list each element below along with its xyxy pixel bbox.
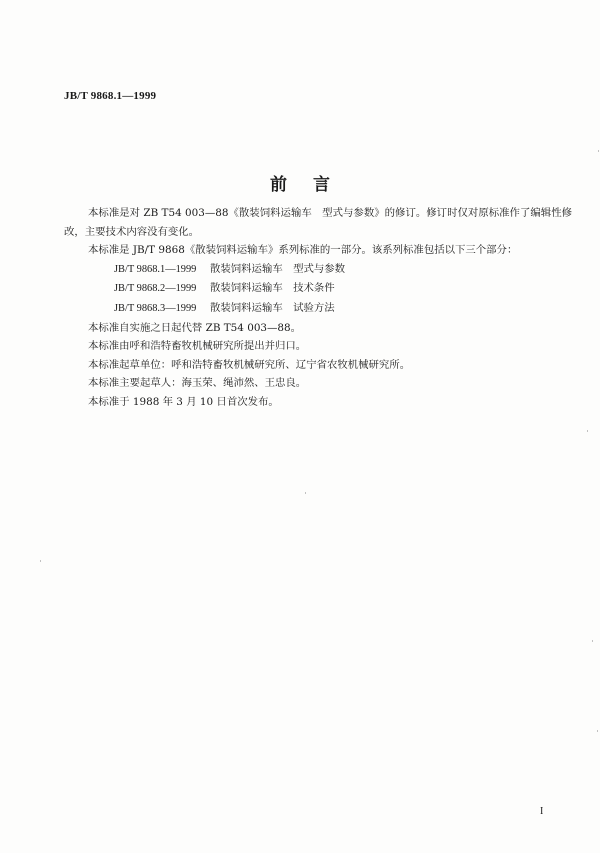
paragraph-first-issue: 本标准于 1988 年 3 月 10 日首次发布。 xyxy=(88,395,279,408)
paragraph-revision-note: 本标准是对 ZB T54 003—88《散装饲料运输车 型式与参数》的修订。修订时仅对原标准作了编辑性修改，主要技术内容没有变化。 xyxy=(64,207,572,238)
scan-speck xyxy=(597,730,598,732)
paragraph-series-intro: 本标准是 JB/T 9868《散装饲料运输车》系列标准的一部分。该系列标准包括以下三个部分： xyxy=(88,244,518,257)
list-item xyxy=(64,299,572,319)
foreword-body xyxy=(64,204,572,412)
scan-speck xyxy=(305,492,306,494)
list-item xyxy=(64,279,572,299)
scan-speck xyxy=(598,150,599,152)
scan-speck xyxy=(40,560,41,562)
series-parts-list xyxy=(64,260,572,319)
paragraph-drafters: 本标准主要起草人：海玉荣、绳沛然、王忠良。 xyxy=(88,377,307,390)
paragraph-replacement: 本标准自实施之日起代替 ZB T54 003—88。 xyxy=(88,321,302,334)
paragraph-drafting-units: 本标准起草单位：呼和浩特畜牧机械研究所、辽宁省农牧机械研究所。 xyxy=(88,358,411,371)
part-name: 散装饲料运输车 型式与参数 xyxy=(210,262,346,275)
page-number: I xyxy=(540,806,544,817)
part-code: JB/T 9868.1—1999 xyxy=(114,263,197,275)
paragraph-proposer: 本标准由呼和浩特畜牧机械研究所提出并归口。 xyxy=(88,340,307,353)
standard-code-header: JB/T 9868.1—1999 xyxy=(64,90,157,102)
scan-speck xyxy=(587,430,588,432)
list-item xyxy=(64,260,572,280)
page-title: 前言 xyxy=(270,175,356,195)
part-code: JB/T 9868.2—1999 xyxy=(114,283,197,295)
scan-speck xyxy=(592,640,593,642)
part-code: JB/T 9868.3—1999 xyxy=(114,302,197,314)
part-name: 散装饲料运输车 技术条件 xyxy=(210,282,335,295)
part-name: 散装饲料运输车 试验方法 xyxy=(210,301,335,314)
